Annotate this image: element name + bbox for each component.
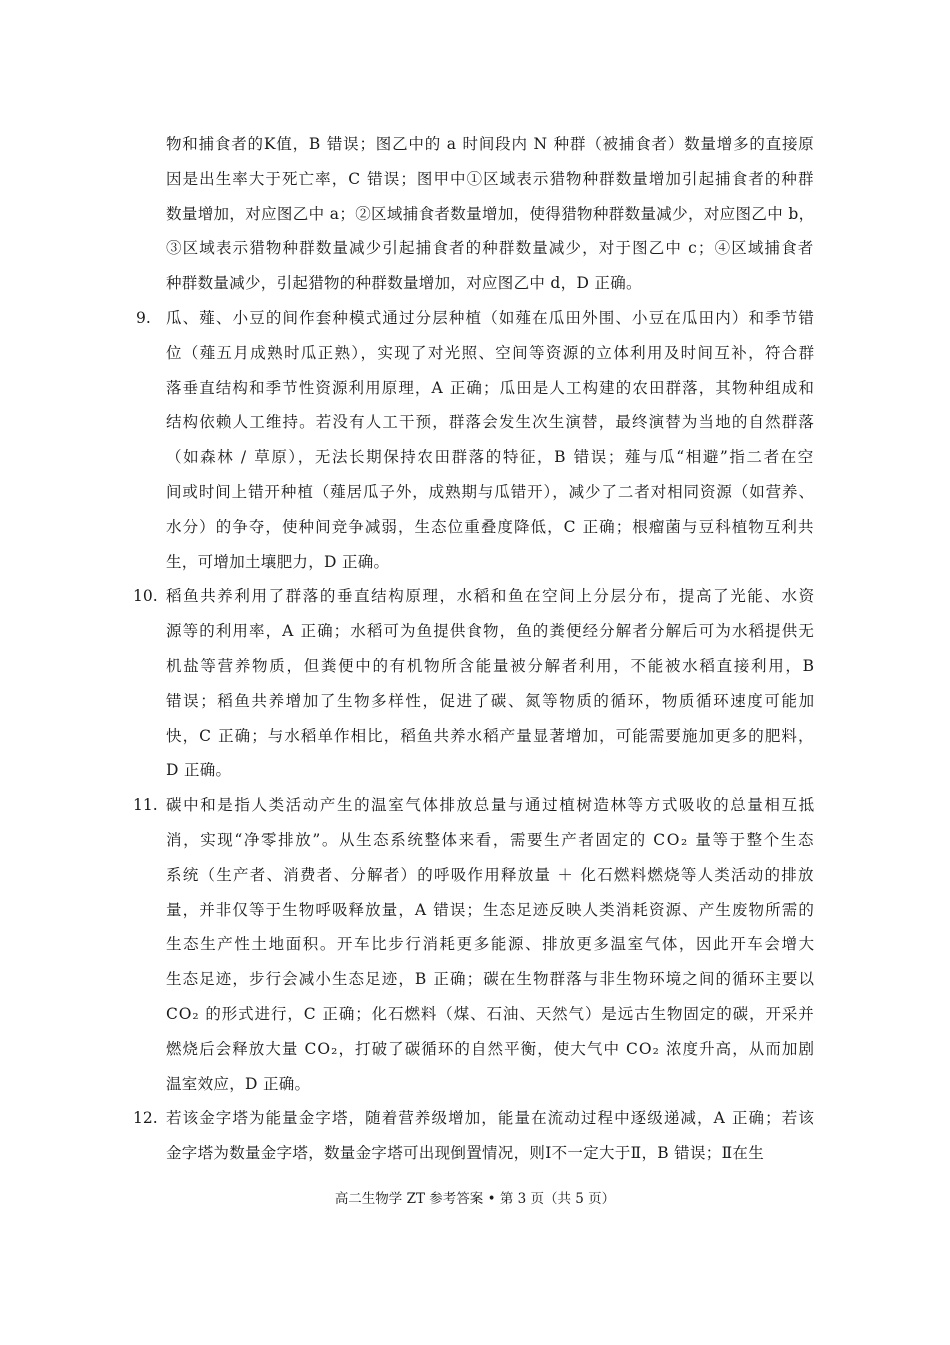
text-line: 物和捕食者的K值，B 错误；图乙中的 a 时间段内 N 种群（被捕食者）数量增多的直接原 <box>166 135 815 153</box>
text-line: ③区域表示猎物种群数量减少引起捕食者的种群数量减少，对于图乙中 c；④区域捕食者 <box>166 239 815 258</box>
item-number: 11. <box>133 796 158 815</box>
text-line: 稻鱼共养利用了群落的垂直结构原理，水稻和鱼在空间上分层分布，提高了光能、水资 <box>166 587 816 606</box>
text-line: 燃烧后会释放大量 CO₂，打破了碳循环的自然平衡，使大气中 CO₂ 浓度升高，从而加剧 <box>166 1039 816 1058</box>
text-line: 生态生产性土地面积。开车比步行消耗更多能源、排放更多温室气体，因此开车会增大 <box>166 935 816 954</box>
text-line: 种群数量减少，引起猎物的种群数量增加，对应图乙中 d，D 正确。 <box>166 274 642 293</box>
text-line: 机盐等营养物质，但粪便中的有机物所含能量被分解者利用，不能被水稻直接利用，B <box>166 657 816 675</box>
item-number: 12. <box>133 1109 158 1128</box>
text-line: 落垂直结构和季节性资源利用原理，A 正确；瓜田是人工构建的农田群落，其物种组成和 <box>166 378 815 397</box>
page-footer: 高二生物学 ZT 参考答案 • 第 3 页（共 5 页） <box>334 1191 616 1207</box>
text-line: 错误；稻鱼共养增加了生物多样性，促进了碳、氮等物质的循环，物质循环速度可能加 <box>166 691 816 710</box>
text-line: 结构依赖人工维持。若没有人工干预，群落会发生次生演替，最终演替为当地的自然群落 <box>166 413 816 432</box>
text-line: 瓜、薤、小豆的间作套种模式通过分层种植（如薤在瓜田外围、小豆在瓜田内）和季节错 <box>166 309 816 327</box>
text-line: 消，实现“净零排放”。从生态系统整体来看，需要生产者固定的 CO₂ 量等于整个生态 <box>166 831 816 849</box>
text-line: 位（薤五月成熟时瓜正熟），实现了对光照、空间等资源的立体利用及时间互补，符合群 <box>166 343 816 362</box>
text-line: 因是出生率大于死亡率，C 错误；图甲中①区域表示猎物种群数量增加引起捕食者的种群 <box>166 169 815 188</box>
text-line: 碳中和是指人类活动产生的温室气体排放总量与通过植树造林等方式吸收的总量相互抵 <box>166 796 816 815</box>
text-line: D 正确。 <box>166 761 232 780</box>
item-number: 9. <box>136 309 151 327</box>
text-line: 系统（生产者、消费者、分解者）的呼吸作用释放量 ＋ 化石燃料燃烧等人类活动的排放 <box>166 865 815 884</box>
text-line: 间或时间上错开种植（薤居瓜子外，成熟期与瓜错开），减少了二者对相同资源（如营养、 <box>166 483 815 501</box>
text-line: 金字塔为数量金字塔，数量金字塔可出现倒置情况，则Ⅰ不一定大于Ⅱ，B 错误；Ⅱ在生 <box>166 1144 765 1163</box>
text-line: （如森林 / 草原），无法长期保持农田群落的特征，B 错误；薤与瓜“相避”指二者在空 <box>166 448 815 467</box>
text-line: 生，可增加土壤肥力，D 正确。 <box>166 552 390 571</box>
text-line: 数量增加，对应图乙中 a；②区域捕食者数量增加，使得猎物种群数量减少，对应图乙中 b， <box>166 204 815 223</box>
text-line: CO₂ 的形式进行，C 正确；化石燃料（煤、石油、天然气）是远古生物固定的碳，开采并 <box>166 1005 815 1023</box>
text-line: 量，并非仅等于生物呼吸释放量，A 错误；生态足迹反映人类消耗资源、产生废物所需的 <box>166 900 815 919</box>
text-line: 水分）的争夺，使种间竞争减弱，生态位重叠度降低，C 正确；根瘤菌与豆科植物互利共 <box>166 517 815 536</box>
text-line: 温室效应，D 正确。 <box>166 1074 311 1093</box>
text-line: 源等的利用率，A 正确；水稻可为鱼提供食物，鱼的粪便经分解者分解后可为水稻提供无 <box>166 622 815 641</box>
text-line: 快，C 正确；与水稻单作相比，稻鱼共养水稻产量显著增加，可能需要施加更多的肥料， <box>166 726 815 745</box>
text-line: 生态足迹，步行会减小生态足迹，B 正确；碳在生物群落与非生物环境之间的循环主要以 <box>166 970 816 989</box>
item-number: 10. <box>133 587 158 606</box>
text-line: 若该金字塔为能量金字塔，随着营养级增加，能量在流动过程中逐级递减，A 正确；若该 <box>166 1109 815 1128</box>
